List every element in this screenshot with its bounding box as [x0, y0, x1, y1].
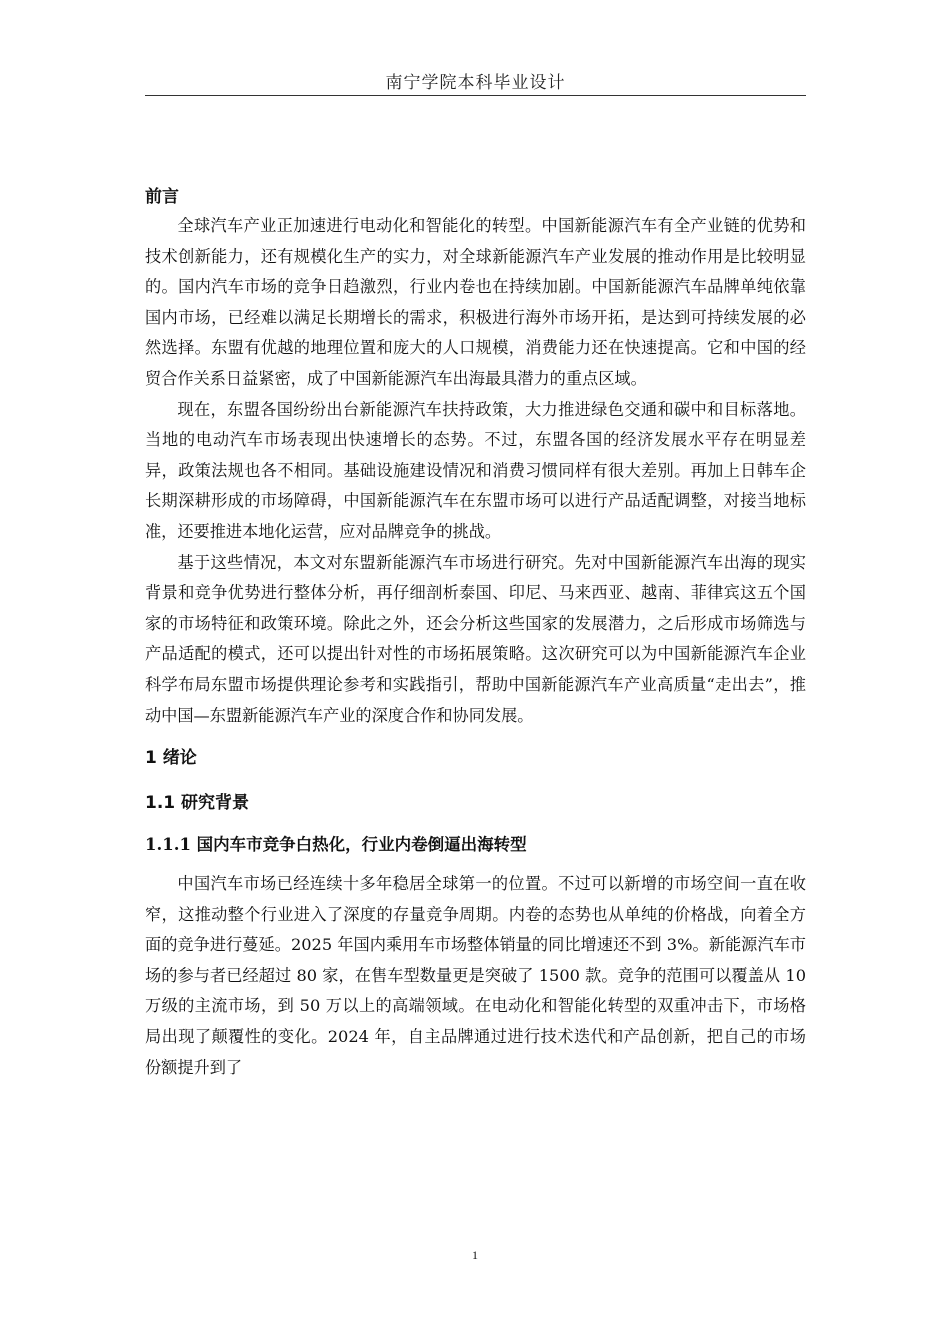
preface-heading: 前言	[145, 187, 179, 207]
preface-paragraph-1: 全球汽车产业正加速进行电动化和智能化的转型。中国新能源汽车有全产业链的优势和技术创新能力，还有规模化生产的实力，对全球新能源汽车产业发展的推动作用是比较明显的。国内汽车市场的竞争日趋激烈，行业内卷也在持续加剧。中国新能源汽车品牌单纯依靠国内市场，已经难以满足长期增长的需求，积极进行海外市场开拓，是达到可持续发展的必然选择。东盟有优越的地理位置和庞大的人口规模，消费能力还在快速提高。它和中国的经贸合作关系日益紧密，成了中国新能源汽车出海最具潜力的重点区域。	[145, 216, 806, 388]
page-number: 1	[472, 1248, 478, 1262]
page-header: 南宁学院本科毕业设计	[385, 73, 566, 93]
chapter-1-heading: 1 绪论	[145, 748, 197, 769]
header-divider	[145, 95, 806, 96]
preface-paragraph-3: 基于这些情况，本文对东盟新能源汽车市场进行研究。先对中国新能源汽车出海的现实背景和竞争优势进行整体分析，再仔细剖析泰国、印尼、马来西亚、越南、菲律宾这五个国家的市场特征和政策环境。除此之外，还会分析这些国家的发展潜力，之后形成市场筛选与产品适配的模式，还可以提出针对性的市场拓展策略。这次研究可以为中国新能源汽车企业科学布局东盟市场提供理论参考和实践指引，帮助中国新能源汽车产业高质量“走出去”，推动中国—东盟新能源汽车产业的深度合作和协同发展。	[145, 552, 806, 725]
preface-paragraph-2: 现在，东盟各国纷纷出台新能源汽车扶持政策，大力推进绿色交通和碳中和目标落地。当地的电动汽车市场表现出快速增长的态势。不过，东盟各国的经济发展水平存在明显差异，政策法规也各不相同。基础设施建设情况和消费习惯同样有很大差别。再加上日韩车企长期深耕形成的市场障碍，中国新能源汽车在东盟市场可以进行产品适配调整，对接当地标准，还要推进本地化运营，应对品牌竞争的挑战。	[145, 399, 806, 541]
section-1-1-1-heading: 1.1.1 国内车市竞争白热化，行业内卷倒逼出海转型	[145, 835, 527, 855]
section-1-1-heading: 1.1 研究背景	[145, 793, 250, 814]
section-1-1-1-paragraph: 中国汽车市场已经连续十多年稳居全球第一的位置。不过可以新增的市场空间一直在收窄，这推动整个行业进入了深度的存量竞争周期。内卷的态势也从单纯的价格战，向着全方面的竞争进行蔓延。2025 年国内乘用车市场整体销量的同比增速还不到 3%。新能源汽车市场的参与者已经超过 80 家，在售车型数量更是突破了 1500 款。竞争的范围可以覆盖从 10 万级的主流市场，到 50 万以上的高端领域。在电动化和智能化转型的双重冲击下，市场格局出现了颠覆性的变化。2024 年，自主品牌通过进行技术迭代和产品创新，把自己的市场份额提升到了	[145, 874, 806, 1077]
page-body	[145, 182, 806, 1083]
